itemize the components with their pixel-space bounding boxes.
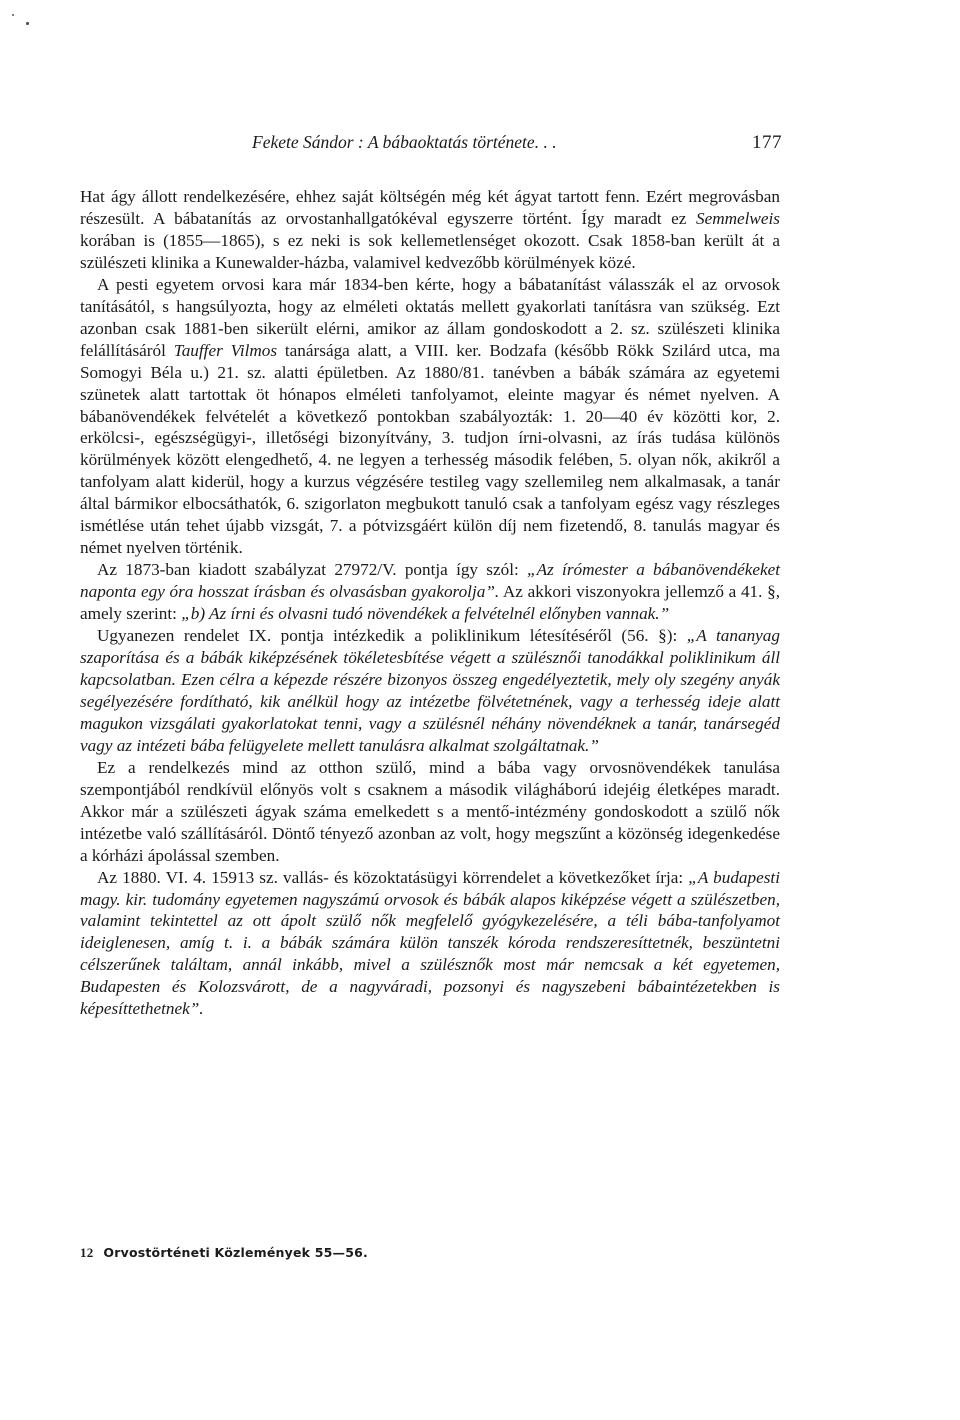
- italic-text: „A tananyag szaporítása és a bábák kiképzésének tökéletesbítése végett a szülésznői tanodákkal poliklinikum áll kapcsolatban. Ezen célra a képezde részére bizonyos összeg engedélyeztetik, mely oly szegény anyák segélyezésére fordítható, kik anélkül hogy az intézetbe fölvétetnének, vagy a terhesség ideje alatt magukon vizsgálati gyakorlatokat tenni, vagy a szülésnél néhány növendéknek a tanár, tanársegéd vagy az intézeti bába felügyelete mellett tanulásra alkalmat szolgáltatnak.”: [80, 626, 780, 755]
- text-run: Az 1873-ban kiadott szabályzat 27972/V. pontja így szól:: [97, 560, 528, 580]
- scan-speck: [26, 22, 29, 25]
- paragraph: [80, 867, 780, 1021]
- italic-text: „Az írómester a bábanövendékeket naponta egy óra hosszat írásban és olvasásban gyakorolja”.: [80, 560, 780, 602]
- signature-mark: 12: [80, 1245, 94, 1260]
- text-run: A pesti egyetem orvosi kara már 1834-ben kérte, hogy a bábatanítást válasszák el az orvosok tanításától, s hangsúlyozta, hogy az elméleti oktatás mellett gyakorlati tanításra van szükség. Ezt azonban csak 1881-ben sikerült elérni, amikor az állam gondoskodott a 2. sz. szülészeti klinika felállításáról: [80, 274, 780, 360]
- italic-text: „A budapesti magy. kir. tudomány egyetemen nagyszámú orvosok és bábák alapos kiképzése végett a szülészetben, valamint tekintettel az ott ápolt szülő nők megfelelő gyógykezelésére, a téli bába-tanfolyamot ideiglenesen, amíg t. i. a bábák számára külön tanszék kóroda rendszeresíttetnék, beszüntetni célszerűnek találtam, annál inkább, mivel a szülésznők most már nemcsak a két egyetemen, Budapesten és Kolozsvárott, de a nagyváradi, pozsonyi és nagyszebeni bábaintézetekben is képesíttethetnek”.: [80, 867, 780, 1019]
- italic-text: Semmelweis: [695, 208, 780, 228]
- italic-text: Tauffer Vilmos: [173, 340, 278, 360]
- paragraph: [80, 625, 780, 757]
- scan-speck: [12, 14, 14, 16]
- text-run: Hat ágy állott rendelkezésére, ehhez saját költségén még két ágyat tartott fenn. Ezért megrovásban részesült. A bábatanítás az orvostanhallgatókéval egyszerre történt. Így maradt ez: [80, 187, 780, 228]
- journal-citation: Orvostörténeti Közlemények 55—56.: [103, 1245, 368, 1260]
- text-run: Az akkori viszonyokra jellemző a 41. §, amely szerint:: [80, 582, 780, 624]
- italic-text: „b) Az írni és olvasni tudó növendékek a felvételnél előnyben vannak.”: [181, 604, 670, 624]
- body-text: [80, 186, 780, 1020]
- paragraph: [80, 757, 780, 867]
- running-title: Fekete Sándor : A bábaoktatás története. . .: [252, 132, 557, 152]
- text-run: Az 1880. VI. 4. 15913 sz. vallás- és közoktatásügyi körrendelet a következőket írja:: [97, 867, 689, 887]
- paragraph: [80, 186, 780, 274]
- text-run: tanársága alatt, a VIII. ker. Bodzafa (később Rökk Szilárd utca, ma Somogyi Béla u.) 21. sz. alatti épületben. Az 1880/81. tanévben a bábák számára az egyetemi szünetek alatt tartottak öt hónapos elméleti tanfolyamot, eleinte magyar és német nyelven. A bábanövendékek felvételét a következő pontokban szabályozták: 1. 20—40 év közötti kor, 2. erkölcsi-, egészségügyi-, illetőségi bizonyítvány, 3. tudjon írni-olvasni, az írás tudása különös körülmények között elengedhető, 4. ne legyen a terhesség második felében, 5. olyan nők, akikről a tanfolyam alatt kiderül, hogy a kurzus végzésére testileg vagy szellemileg nem alkalmasak, a tanár által bármikor elbocsáthatók, 6. szigorlaton megbukott tanuló csak a tanfolyam egész vagy részleges ismétlése után tehet újabb vizsgát, 7. a pótvizsgáért külön díj nem fizetendő, 8. tanulás magyar és német nyelven történik.: [80, 340, 780, 558]
- page-footer: [80, 1245, 368, 1261]
- paragraph: [80, 274, 780, 559]
- text-run: Ez a rendelkezés mind az otthon szülő, mind a bába vagy orvosnövendékek tanulása szempontjából rendkívül előnyös volt s csaknem a második világháború idejéig életképes maradt. Akkor már a szülészeti ágyak száma emelkedett s a mentő-intézmény gondoskodott a szülő nők intézetbe való szállításáról. Döntő tényező azonban az volt, hogy megszűnt a közönség idegenkedése a kórházi ápolással szemben.: [80, 757, 780, 865]
- page-number: 177: [752, 132, 782, 153]
- text-run: Ugyanezen rendelet IX. pontja intézkedik a poliklinikum létesítéséről (56. §):: [97, 626, 687, 646]
- text-run: korában is (1855—1865), s ez neki is sok kellemetlenséget okozott. Csak 1858-ban került át a szülészeti klinika a Kunewalder-házba, valamivel kedvezőbb körülmények közé.: [80, 230, 780, 272]
- paragraph: [80, 559, 780, 625]
- page-header: [252, 132, 782, 154]
